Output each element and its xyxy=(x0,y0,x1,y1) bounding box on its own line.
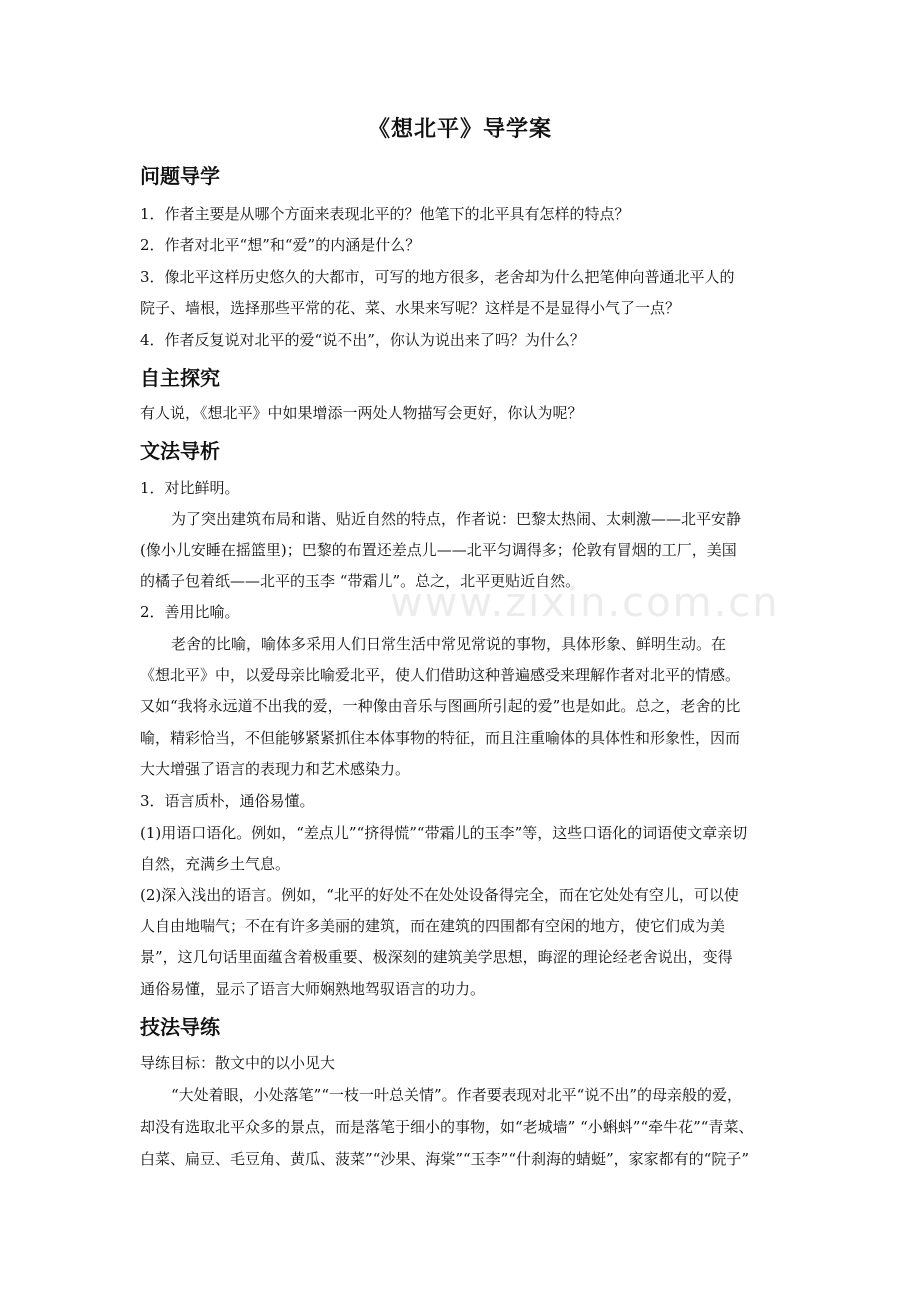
list-item: 3．语言质朴，通俗易懂。 xyxy=(140,792,315,810)
paragraph-line: (1)用语口语化。例如，“差点儿”“挤得慌”“带霜儿的玉李”等，这些口语化的词语使文章亲切 xyxy=(140,824,748,842)
section-heading-technique-practice: 技法导练 xyxy=(140,1015,220,1039)
paragraph-line: 却没有选取北平众多的景点，而是落笔于细小的事物，如“老城墙” “小蝌蚪”“牵牛花”“青菜、 xyxy=(140,1118,754,1136)
section-heading-problem-guide: 问题导学 xyxy=(140,164,220,188)
paragraph-line: 白菜、扁豆、毛豆角、黄瓜、菠菜”“沙果、海棠”“玉李”“什刹海的蜻蜓”，家家都有的“院子” xyxy=(140,1150,750,1168)
paragraph-line: 4．作者反复说对北平的爱“说不出”，你认为说出来了吗？为什么？ xyxy=(140,331,585,349)
paragraph-line: 院子、墙根，选择那些平常的花、菜、水果来写呢？这样是不是显得小气了一点？ xyxy=(140,299,681,317)
paragraph-line: 2．作者对北平“想”和“爱”的内涵是什么？ xyxy=(140,236,421,254)
paragraph-line: 大大增强了语言的表现力和艺术感染力。 xyxy=(140,760,411,778)
paragraph-line: 又如“我将永远道不出我的爱，一种像由音乐与图画所引起的爱”也是如此。总之，老舍的比 xyxy=(140,697,741,715)
paragraph-line: “大处着眼，小处落笔”“一枝一叶总关情”。作者要表现对北平“说不出”的母亲般的爱， xyxy=(171,1086,743,1104)
list-item: 1．对比鲜明。 xyxy=(140,479,240,497)
section-heading-writing-analysis: 文法导析 xyxy=(140,439,220,463)
paragraph-line: 喻，精彩恰当，不但能够紧紧抓住本体事物的特征，而且注重喻体的具体性和形象性，因而 xyxy=(140,729,741,747)
paragraph-line: 的橘子包着纸——北平的玉李 “带霜儿”。总之，北平更贴近自然。 xyxy=(140,572,581,590)
paragraph-line: 《想北平》中，以爱母亲比喻爱北平，使人们借助这种普遍感受来理解作者对北平的情感。 xyxy=(140,666,741,684)
paragraph-line: 3．像北平这样历史悠久的大都市，可写的地方很多，老舍却为什么把笔伸向普通北平人的 xyxy=(140,268,735,286)
paragraph-line: 自然，充满乡土气息。 xyxy=(140,855,291,873)
paragraph-line: 老舍的比喻，喻体多采用人们日常生活中常见常说的事物，具体形象、鲜明生动。在 xyxy=(171,635,727,653)
document-title: 《想北平》导学案 xyxy=(367,117,552,142)
paragraph-line: 人自由地喘气；不在有许多美丽的建筑，而在建筑的四围都有空闲的地方，使它们成为美 xyxy=(140,917,726,935)
paragraph-line: 导练目标：散文中的以小见大 xyxy=(140,1054,336,1072)
paragraph-line: 景”，这几句话里面蕴含着极重要、极深刻的建筑美学思想，晦涩的理论经老舍说出，变得 xyxy=(140,948,733,966)
watermark: www.zixin.com.cn xyxy=(390,580,780,626)
paragraph-line: 有人说，《想北平》中如果增添一两处人物描写会更好，你认为呢？ xyxy=(140,404,583,422)
paragraph-line: (像小儿安睡在摇篮里)；巴黎的布置还差点儿——北平匀调得多；伦敦有冒烟的工厂，美国 xyxy=(140,541,737,559)
paragraph-line: 通俗易懂，显示了语言大师娴熟地驾驭语言的功力。 xyxy=(140,980,486,998)
paragraph-line: 1．作者主要是从哪个方面来表现北平的？他笔下的北平具有怎样的特点？ xyxy=(140,205,630,223)
section-heading-self-inquiry: 自主探究 xyxy=(140,366,220,390)
paragraph-line: 为了突出建筑布局和谐、贴近自然的特点，作者说：巴黎太热闹、太刺激——北平安静 xyxy=(171,510,742,528)
paragraph-line: (2)深入浅出的语言。例如，“北平的好处不在处处设备得完全，而在它处处有空儿，可以使 xyxy=(140,886,739,904)
list-item: 2．善用比喻。 xyxy=(140,603,240,621)
